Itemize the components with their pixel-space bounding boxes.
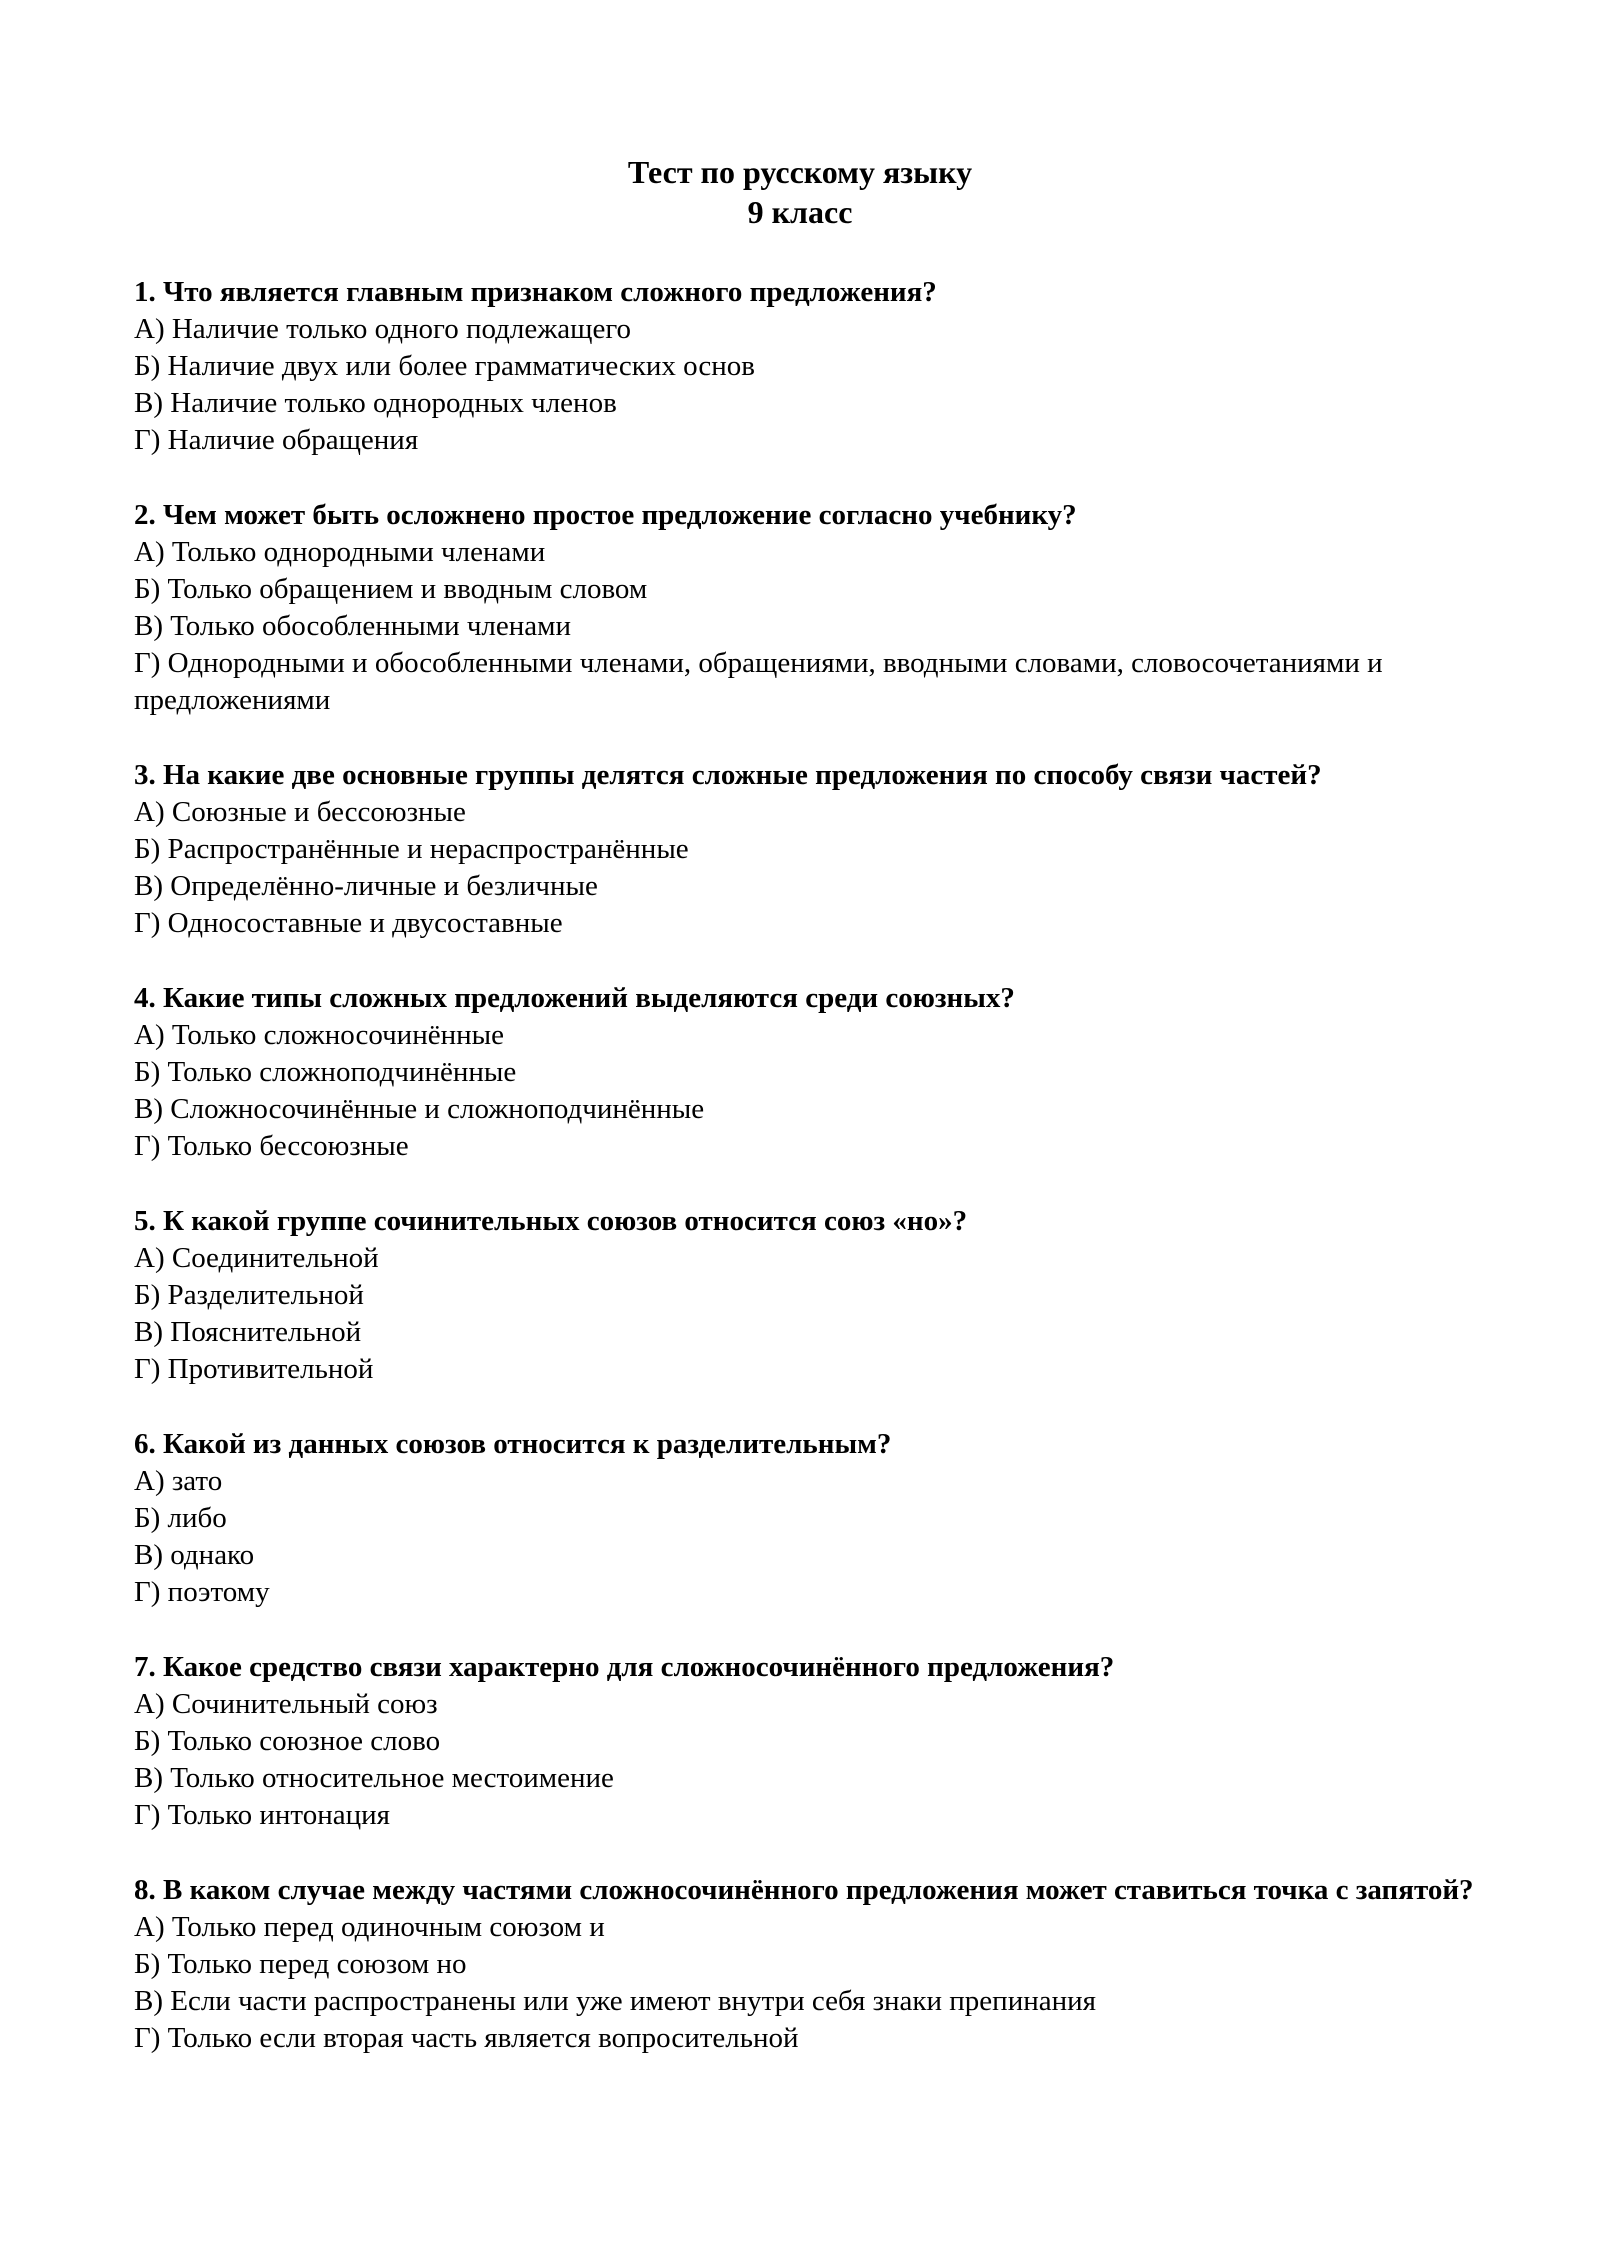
answer-option: Г) Однородными и обособленными членами, обращениями, вводными словами, словосочетаниями и предложениями: [134, 647, 1383, 716]
answer-option: Б) Наличие двух или более грамматических основ: [134, 350, 755, 382]
answer-option: А) Только однородными членами: [134, 536, 546, 568]
page-title: Тест по русскому языку: [627, 154, 973, 190]
answer-option: А) Союзные и бессоюзные: [134, 796, 466, 828]
answer-option: В) однако: [134, 1539, 255, 1571]
question-text: 8. В каком случае между частями сложносочинённого предложения может ставиться точка с запятой?: [134, 1874, 1474, 1906]
answer-option: В) Только относительное местоимение: [134, 1762, 614, 1794]
question-text: 1. Что является главным признаком сложного предложения?: [134, 276, 937, 308]
answer-option: А) Только сложносочинённые: [134, 1019, 504, 1051]
answer-option: Б) Только сложноподчинённые: [134, 1056, 517, 1088]
question-text: 6. Какой из данных союзов относится к разделительным?: [134, 1428, 892, 1460]
answer-option: Г) Только если вторая часть является вопросительной: [134, 2022, 799, 2054]
answer-option: А) Соединительной: [134, 1242, 379, 1274]
answer-option: А) Наличие только одного подлежащего: [134, 313, 632, 345]
answer-option: В) Наличие только однородных членов: [134, 387, 617, 419]
answer-option: Г) Только интонация: [134, 1799, 390, 1831]
question-3: [134, 757, 1494, 942]
answer-option: Б) Только союзное слово: [134, 1725, 441, 1757]
answer-option: Г) Только бессоюзные: [134, 1130, 409, 1162]
answer-option: Б) Только обращением и вводным словом: [134, 573, 648, 605]
question-2: [134, 497, 1494, 719]
answer-option: Г) Противительной: [134, 1353, 374, 1385]
questions-list: [134, 274, 1494, 2057]
answer-option: Г) Наличие обращения: [134, 424, 419, 456]
question-text: 5. К какой группе сочинительных союзов относится союз «но»?: [134, 1205, 968, 1237]
question-4: [134, 980, 1494, 1165]
question-text: 7. Какое средство связи характерно для сложносочинённого предложения?: [134, 1651, 1115, 1683]
question-5: [134, 1203, 1494, 1388]
answer-option: А) Только перед одиночным союзом и: [134, 1911, 605, 1943]
question-6: [134, 1426, 1494, 1611]
answer-option: В) Сложносочинённые и сложноподчинённые: [134, 1093, 705, 1125]
answer-option: Б) либо: [134, 1502, 227, 1534]
answer-option: В) Определённо-личные и безличные: [134, 870, 598, 902]
answer-option: А) Сочинительный союз: [134, 1688, 438, 1720]
answer-option: Г) Односоставные и двусоставные: [134, 907, 563, 939]
answer-option: Б) Только перед союзом но: [134, 1948, 467, 1980]
answer-option: Б) Разделительной: [134, 1279, 364, 1311]
answer-option: А) зато: [134, 1465, 223, 1497]
question-1: [134, 274, 1494, 459]
question-7: [134, 1649, 1494, 1834]
answer-option: В) Пояснительной: [134, 1316, 362, 1348]
title-block: [0, 152, 1600, 232]
question-8: [134, 1872, 1494, 2057]
page-subtitle: 9 класс: [747, 194, 853, 230]
question-text: 4. Какие типы сложных предложений выделяются среди союзных?: [134, 982, 1015, 1014]
answer-option: В) Только обособленными членами: [134, 610, 572, 642]
question-text: 2. Чем может быть осложнено простое предложение согласно учебнику?: [134, 499, 1077, 531]
answer-option: Г) поэтому: [134, 1576, 270, 1608]
question-text: 3. На какие две основные группы делятся сложные предложения по способу связи частей?: [134, 759, 1322, 791]
answer-option: Б) Распространённые и нераспространённые: [134, 833, 689, 865]
answer-option: В) Если части распространены или уже имеют внутри себя знаки препинания: [134, 1985, 1096, 2017]
